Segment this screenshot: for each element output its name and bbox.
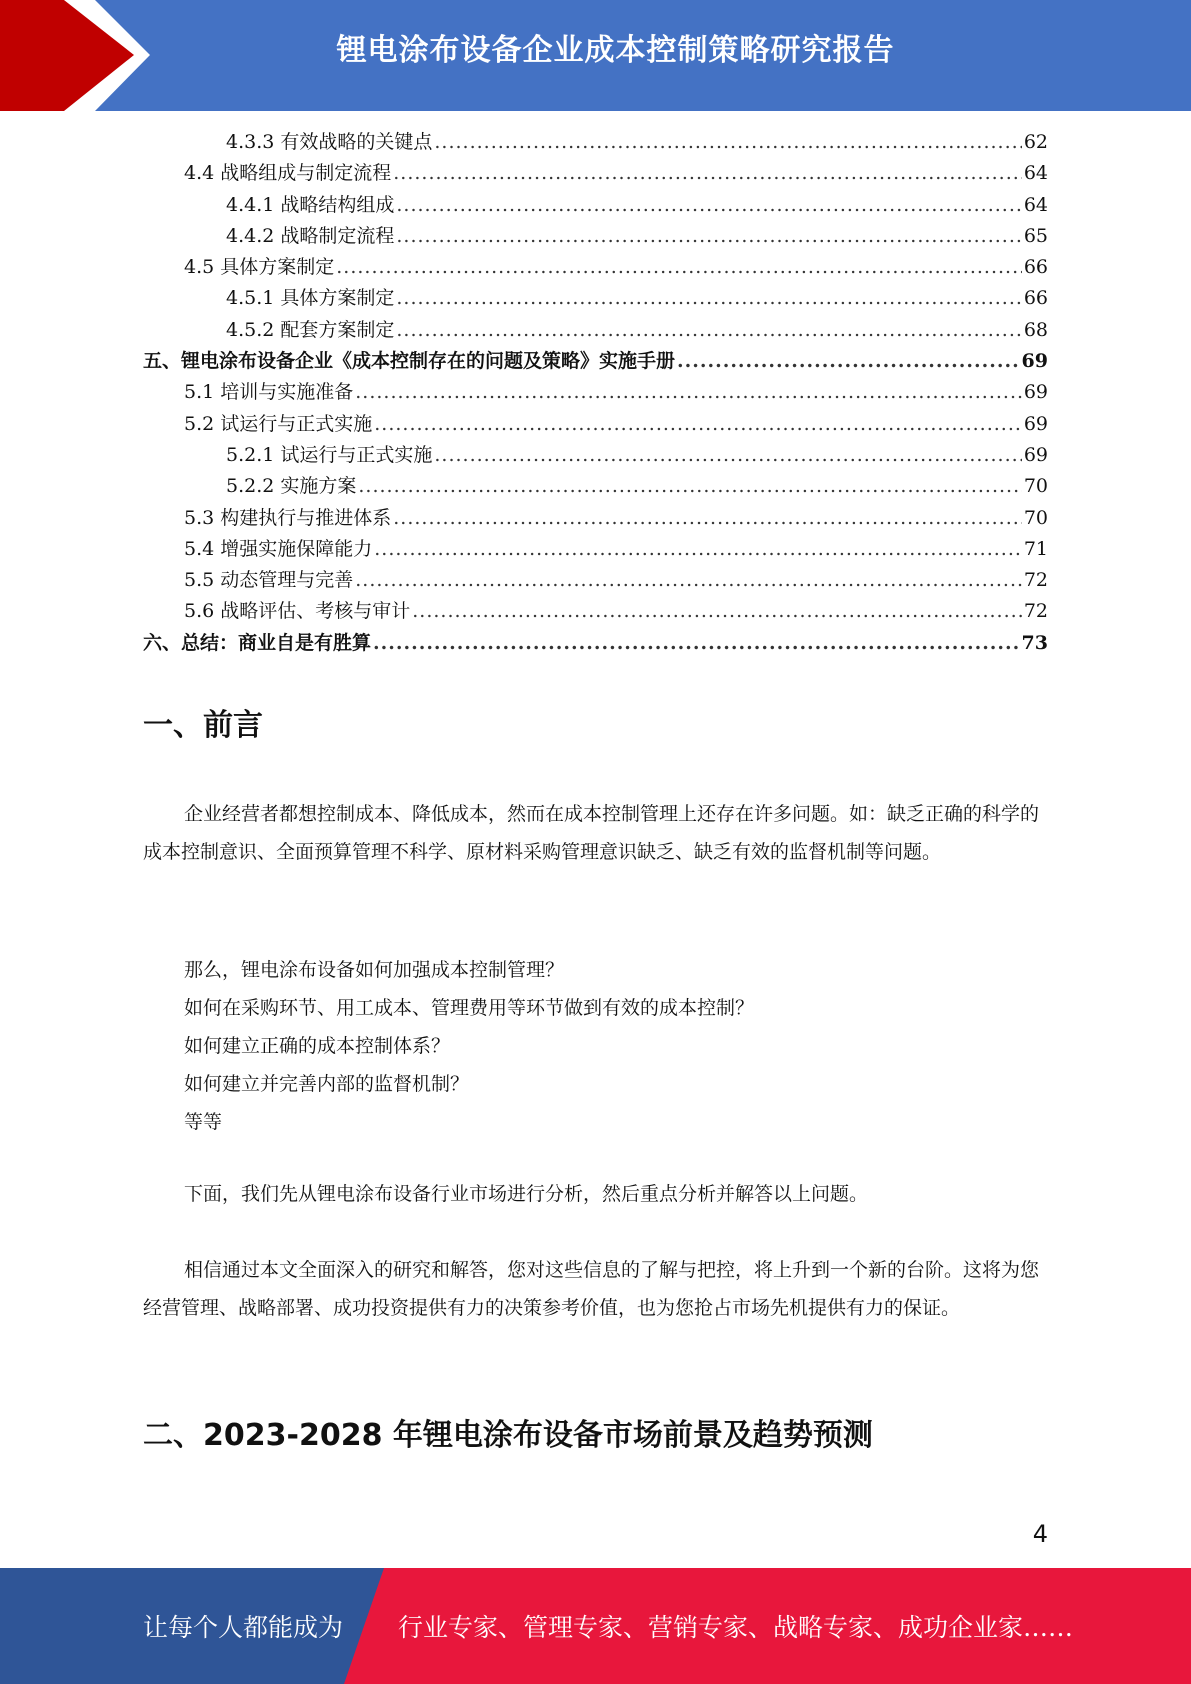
toc-entry-page: 69 xyxy=(1023,412,1048,435)
toc-entry-label: 5.6 战略评估、考核与审计 xyxy=(184,600,411,623)
toc-entry[interactable] xyxy=(143,596,1048,627)
toc-entry-page: 69 xyxy=(1021,350,1048,373)
toc-entry[interactable] xyxy=(143,440,1048,471)
footer-slogan-left: 让每个人都能成为 xyxy=(143,1613,344,1642)
toc-entry[interactable] xyxy=(143,346,1048,377)
toc-entry-label: 五、锂电涂布设备企业《成本控制存在的问题及策略》实施手册 xyxy=(143,350,676,373)
toc-entry-page: 62 xyxy=(1023,131,1048,153)
toc-leader-dots xyxy=(677,350,1020,372)
toc-leader-dots xyxy=(355,381,1022,403)
question-line: 等等 xyxy=(184,1111,223,1133)
toc-entry-page: 71 xyxy=(1023,537,1048,560)
toc-entry[interactable] xyxy=(143,534,1048,565)
table-of-contents xyxy=(143,127,1048,659)
toc-entry-page: 72 xyxy=(1023,569,1048,592)
question-line: 如何建立并完善内部的监督机制？ xyxy=(184,1073,470,1095)
toc-leader-dots xyxy=(434,131,1021,153)
toc-entry-label: 5.4 增强实施保障能力 xyxy=(184,537,373,560)
section-heading-preface: 一、前言 xyxy=(143,708,263,743)
preface-paragraph-3: 相信通过本文全面深入的研究和解答，您对这些信息的了解与把控，将上升到一个新的台阶。这将为您经营管理、战略部署、成功投资提供有力的决策参考价值，也为您抢占市场先机提供有力的保证。 xyxy=(143,1259,1040,1319)
toc-entry-label: 5.5 动态管理与完善 xyxy=(184,569,354,592)
toc-leader-dots xyxy=(358,475,1021,497)
toc-entry-label: 4.4.1 战略结构组成 xyxy=(226,193,395,216)
toc-entry[interactable] xyxy=(143,377,1048,408)
toc-entry[interactable] xyxy=(143,409,1048,440)
toc-entry-label: 5.2.2 实施方案 xyxy=(226,475,357,498)
preface-paragraph-2: 下面，我们先从锂电涂布设备行业市场进行分析，然后重点分析并解答以上问题。 xyxy=(184,1183,869,1205)
question-line: 那么，锂电涂布设备如何加强成本控制管理？ xyxy=(184,959,565,981)
toc-leader-dots xyxy=(374,538,1022,560)
toc-leader-dots xyxy=(373,632,1020,654)
toc-entry[interactable] xyxy=(143,252,1048,283)
toc-entry-page: 65 xyxy=(1023,224,1048,247)
toc-leader-dots xyxy=(393,162,1022,184)
toc-entry-label: 4.5.2 配套方案制定 xyxy=(226,318,395,341)
toc-leader-dots xyxy=(336,256,1022,278)
toc-entry-label: 5.2.1 试运行与正式实施 xyxy=(226,443,433,466)
toc-entry[interactable] xyxy=(143,127,1048,158)
toc-entry[interactable] xyxy=(143,471,1048,502)
toc-entry[interactable] xyxy=(143,283,1048,314)
toc-entry-label: 4.4 战略组成与制定流程 xyxy=(184,162,392,185)
footer-slogan-right: 行业专家、管理专家、营销专家、战略专家、成功企业家…… xyxy=(398,1613,1074,1642)
toc-leader-dots xyxy=(374,413,1022,435)
toc-entry[interactable] xyxy=(143,628,1048,659)
toc-leader-dots xyxy=(412,600,1022,622)
header-chevron-decoration xyxy=(0,0,150,111)
toc-entry-page: 70 xyxy=(1023,475,1048,498)
toc-entry[interactable] xyxy=(143,221,1048,252)
toc-entry-label: 5.1 培训与实施准备 xyxy=(184,381,354,404)
toc-entry-page: 70 xyxy=(1023,506,1048,529)
toc-entry-page: 72 xyxy=(1023,600,1048,623)
toc-entry[interactable] xyxy=(143,190,1048,221)
page-header xyxy=(0,0,1191,111)
toc-leader-dots xyxy=(396,319,1021,341)
toc-entry-page: 64 xyxy=(1023,193,1048,216)
toc-entry-page: 66 xyxy=(1023,287,1048,310)
toc-entry-page: 66 xyxy=(1023,256,1048,279)
question-line: 如何建立正确的成本控制体系？ xyxy=(184,1035,451,1057)
section-heading-market-forecast: 二、2023-2028 年锂电涂布设备市场前景及趋势预测 xyxy=(143,1418,873,1453)
toc-leader-dots xyxy=(396,287,1021,309)
toc-entry-page: 73 xyxy=(1021,631,1048,654)
toc-leader-dots xyxy=(434,444,1021,466)
toc-entry-label: 4.4.2 战略制定流程 xyxy=(226,224,395,247)
toc-entry-page: 64 xyxy=(1023,162,1048,185)
toc-entry-page: 69 xyxy=(1023,443,1048,466)
toc-entry[interactable] xyxy=(143,503,1048,534)
toc-entry[interactable] xyxy=(143,315,1048,346)
toc-entry-page: 69 xyxy=(1023,381,1048,404)
toc-entry-label: 4.5 具体方案制定 xyxy=(184,256,335,279)
toc-entry[interactable] xyxy=(143,565,1048,596)
toc-entry-label: 5.3 构建执行与推进体系 xyxy=(184,506,392,529)
toc-entry-label: 4.5.1 具体方案制定 xyxy=(226,287,395,310)
toc-entry-label: 六、总结：商业自是有胜算 xyxy=(143,631,372,654)
toc-entry-label: 5.2 试运行与正式实施 xyxy=(184,412,373,435)
toc-leader-dots xyxy=(396,225,1021,247)
header-title: 锂电涂布设备企业成本控制策略研究报告 xyxy=(336,33,895,68)
toc-leader-dots xyxy=(393,507,1022,529)
toc-leader-dots xyxy=(396,194,1021,216)
question-line: 如何在采购环节、用工成本、管理费用等环节做到有效的成本控制？ xyxy=(184,997,755,1019)
toc-entry[interactable] xyxy=(143,158,1048,189)
toc-entry-page: 68 xyxy=(1023,318,1048,341)
preface-intro-paragraph: 企业经营者都想控制成本、降低成本，然而在成本控制管理上还存在许多问题。如：缺乏正确的科学的成本控制意识、全面预算管理不科学、原材料采购管理意识缺乏、缺乏有效的监督机制等问题。 xyxy=(143,803,1040,863)
toc-leader-dots xyxy=(355,569,1022,591)
toc-entry-label: 4.3.3 有效战略的关键点 xyxy=(226,131,433,153)
page-footer xyxy=(0,1568,1191,1684)
page-number: 4 xyxy=(1032,1520,1048,1548)
